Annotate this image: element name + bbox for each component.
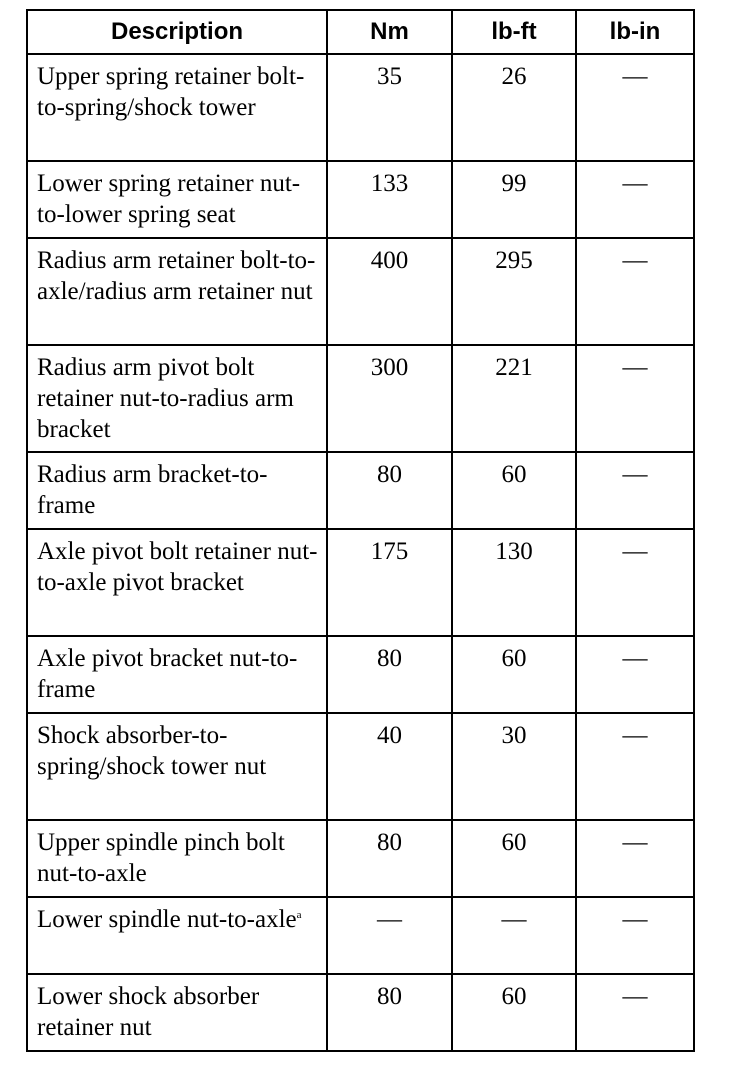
description-text: Radius arm bracket-to-frame <box>37 461 268 519</box>
nm-cell: 80 <box>327 636 452 713</box>
table-row <box>27 636 694 713</box>
lbft-cell: 60 <box>452 820 576 897</box>
lbin-cell: — <box>576 529 694 636</box>
header-row <box>27 10 694 54</box>
description-cell <box>27 452 327 529</box>
nm-cell: 80 <box>327 820 452 897</box>
lbft-cell: 60 <box>452 636 576 713</box>
nm-cell: 80 <box>327 974 452 1051</box>
lbin-cell: — <box>576 345 694 452</box>
table-row <box>27 238 694 345</box>
description-text: Radius arm pivot bolt retainer nut-to-radius arm bracket <box>37 354 294 443</box>
table-row <box>27 54 694 161</box>
description-text: Lower spring retainer nut-to-lower spring seat <box>37 170 301 228</box>
lbft-cell: 60 <box>452 452 576 529</box>
nm-cell: 400 <box>327 238 452 345</box>
description-text: Upper spindle pinch bolt nut-to-axle <box>37 829 285 887</box>
table-row <box>27 345 694 452</box>
nm-cell: 300 <box>327 345 452 452</box>
nm-cell: — <box>327 897 452 974</box>
lbft-cell: 221 <box>452 345 576 452</box>
description-text: Axle pivot bolt retainer nut-to-axle pivot bracket <box>37 538 318 596</box>
nm-cell: 80 <box>327 452 452 529</box>
table-row <box>27 161 694 238</box>
nm-cell: 175 <box>327 529 452 636</box>
torque-specifications-table <box>26 9 695 1052</box>
lbin-cell: — <box>576 452 694 529</box>
column-header-lbin: lb-in <box>576 10 694 54</box>
description-cell <box>27 897 327 974</box>
table-row <box>27 452 694 529</box>
lbft-cell: 26 <box>452 54 576 161</box>
lbin-cell: — <box>576 161 694 238</box>
lbft-cell: 60 <box>452 974 576 1051</box>
table-row <box>27 529 694 636</box>
footnote-marker: a <box>296 909 302 921</box>
description-cell <box>27 161 327 238</box>
lbft-cell: 30 <box>452 713 576 820</box>
column-header-lbft: lb-ft <box>452 10 576 54</box>
description-text: Lower spindle nut-to-axle <box>37 906 297 933</box>
description-text: Lower shock absorber retainer nut <box>37 983 260 1041</box>
lbin-cell: — <box>576 636 694 713</box>
lbin-cell: — <box>576 54 694 161</box>
description-text: Axle pivot bracket nut-to-frame <box>37 645 298 703</box>
description-text: Upper spring retainer bolt-to-spring/shock tower <box>37 63 305 121</box>
description-text: Shock absorber-to-spring/shock tower nut <box>37 722 267 780</box>
table-row <box>27 820 694 897</box>
description-cell <box>27 238 327 345</box>
nm-cell: 40 <box>327 713 452 820</box>
table-row <box>27 897 694 974</box>
description-cell <box>27 529 327 636</box>
column-header-nm: Nm <box>327 10 452 54</box>
description-cell <box>27 636 327 713</box>
column-header-description: Description <box>27 10 327 54</box>
description-cell <box>27 54 327 161</box>
lbft-cell: 130 <box>452 529 576 636</box>
table-row <box>27 974 694 1051</box>
lbft-cell: 295 <box>452 238 576 345</box>
nm-cell: 133 <box>327 161 452 238</box>
lbin-cell: — <box>576 897 694 974</box>
description-cell <box>27 345 327 452</box>
lbin-cell: — <box>576 820 694 897</box>
lbin-cell: — <box>576 974 694 1051</box>
lbft-cell: 99 <box>452 161 576 238</box>
description-cell <box>27 974 327 1051</box>
description-text: Radius arm retainer bolt-to-axle/radius arm retainer nut <box>37 247 316 305</box>
table-row <box>27 713 694 820</box>
lbft-cell: — <box>452 897 576 974</box>
description-cell <box>27 713 327 820</box>
lbin-cell: — <box>576 713 694 820</box>
nm-cell: 35 <box>327 54 452 161</box>
lbin-cell: — <box>576 238 694 345</box>
description-cell <box>27 820 327 897</box>
